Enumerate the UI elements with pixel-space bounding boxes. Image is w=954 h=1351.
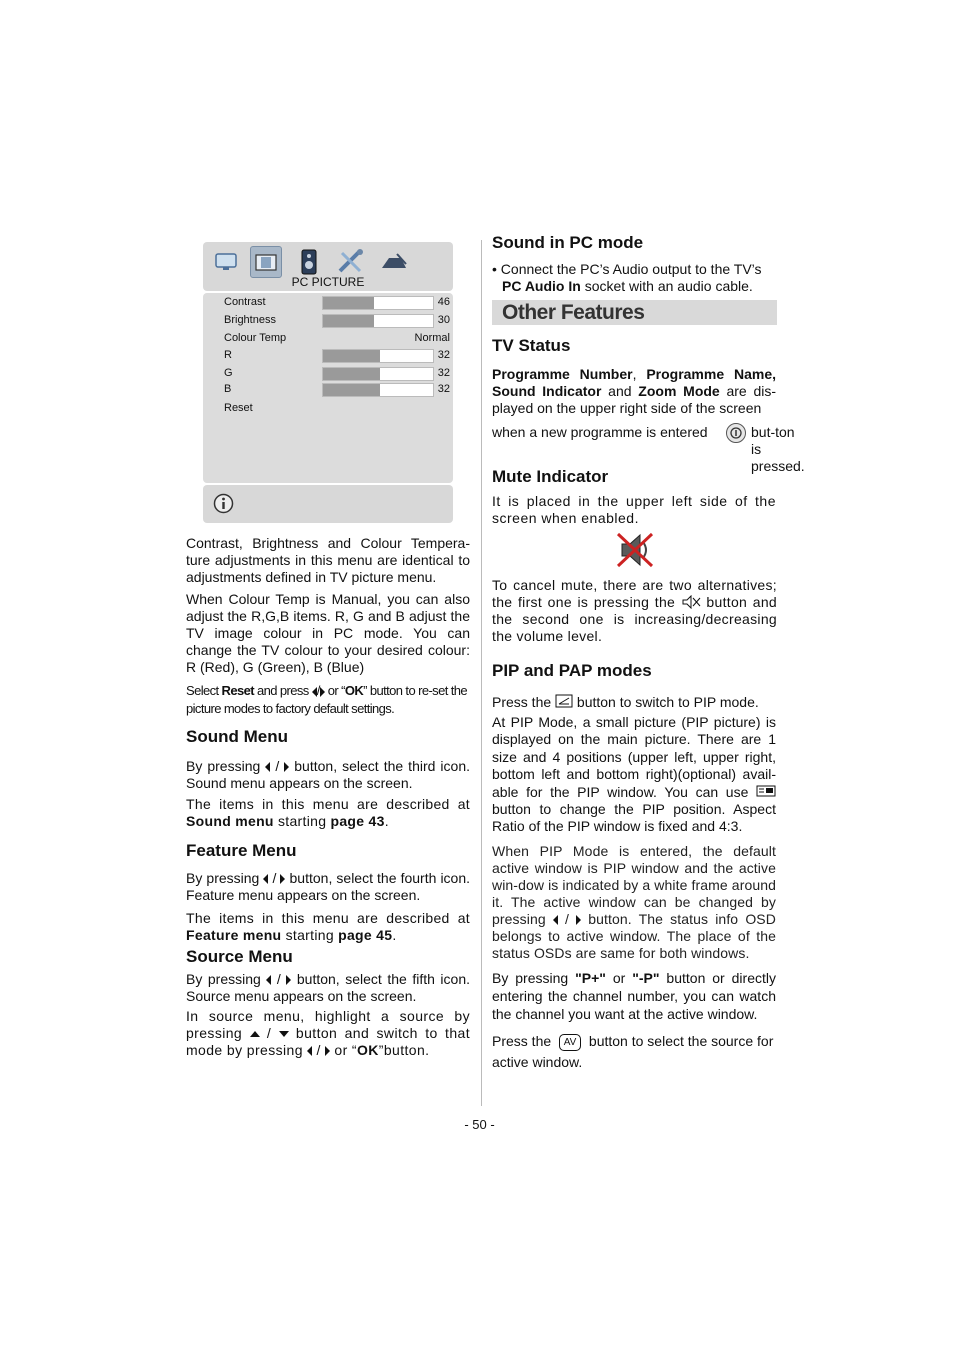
- text: /: [316, 683, 320, 698]
- picture-icon-selected[interactable]: [250, 246, 282, 278]
- text: /: [276, 971, 281, 987]
- menu-row-value: 46: [437, 296, 450, 308]
- contrast-slider[interactable]: [322, 296, 434, 310]
- text: or “: [324, 683, 345, 698]
- paragraph-pip-active-window: [492, 843, 776, 962]
- text: but-ton is pressed.: [751, 424, 805, 474]
- text: are dis-played on the upper right side of the screen: [492, 383, 777, 416]
- left-arrow-icon: [265, 762, 270, 772]
- text: Press the: [492, 1033, 552, 1049]
- menu-icon-bar: [203, 242, 453, 291]
- heading-feature-menu: Feature Menu: [186, 841, 297, 860]
- heading-tv-status: TV Status: [492, 336, 571, 355]
- text: Select: [186, 683, 222, 698]
- other-features-banner: [492, 300, 777, 325]
- menu-title: PC PICTURE: [291, 275, 365, 289]
- paragraph-tv-status: [492, 366, 776, 417]
- text: button to change the PIP position. Aspect Ratio of the PIP window is fixed and 4:3.: [492, 801, 776, 835]
- paragraph-cancel-mute: [492, 577, 777, 645]
- paragraph-source-menu-1: [186, 971, 470, 1005]
- text: To cancel mute, there are two alternatives; the first one is pressing the: [492, 577, 777, 610]
- text: PC Audio In: [502, 278, 581, 294]
- menu-row-value: 32: [437, 367, 450, 379]
- text: The items in this menu are described at: [186, 910, 470, 926]
- paragraph-pip-mode: [492, 714, 776, 836]
- menu-row-label: R: [224, 349, 232, 361]
- slider-fill: [323, 368, 380, 380]
- text: /: [316, 1042, 321, 1058]
- menu-info-bar: [203, 485, 453, 523]
- slider-fill: [323, 315, 374, 327]
- text: By pressing: [186, 758, 266, 774]
- text: By pressing: [186, 971, 267, 987]
- mute-icon: [614, 530, 656, 570]
- text: or: [605, 970, 633, 986]
- text: socket with an audio cable.: [580, 278, 753, 294]
- text: page 43: [330, 813, 385, 829]
- heading-mute-indicator: Mute Indicator: [492, 467, 609, 486]
- menu-row-contrast[interactable]: [224, 295, 454, 311]
- left-arrow-icon: [553, 915, 558, 925]
- text: button to select the source for active window.: [492, 1033, 774, 1070]
- menu-row-brightness[interactable]: [224, 313, 454, 329]
- menu-row-label: Contrast: [224, 296, 266, 308]
- down-arrow-icon: [279, 1031, 289, 1037]
- menu-row-reset[interactable]: [224, 401, 454, 417]
- heading-sound-in-pc-mode: Sound in PC mode: [492, 233, 644, 252]
- text: button, select the fifth icon. Source menu appears on the screen.: [186, 971, 471, 1004]
- menu-row-label: Reset: [224, 402, 253, 414]
- sound-icon[interactable]: [298, 248, 320, 276]
- text: /: [266, 1025, 272, 1041]
- text: ” button to re-set the picture modes to factory default settings.: [186, 683, 468, 716]
- text: • Connect the PC’s Audio output to the TV’s: [492, 261, 762, 277]
- picture-icon: [251, 247, 281, 277]
- menu-row-colour-temp[interactable]: [224, 331, 454, 347]
- heading-pip-pap: PIP and PAP modes: [492, 661, 652, 680]
- mute-button-icon: [681, 595, 701, 609]
- menu-row-label: G: [224, 367, 233, 379]
- text: /: [275, 758, 280, 774]
- text: Programme Number: [492, 366, 633, 382]
- text: when a new programme is entered: [492, 424, 708, 440]
- text: button to switch to PIP mode.: [576, 694, 759, 710]
- text: "P+": [575, 970, 606, 986]
- feature-icon[interactable]: [336, 247, 366, 275]
- page-number: - 50 -: [464, 1117, 495, 1132]
- info-button-icon: [725, 422, 747, 444]
- paragraph-sound-menu-1: [186, 758, 470, 792]
- text: button and switch to that mode by pressing: [186, 1025, 470, 1058]
- pip-position-button-icon: [756, 785, 776, 797]
- text: page 45: [338, 927, 393, 943]
- g-slider[interactable]: [322, 367, 434, 381]
- text: By pressing: [492, 970, 576, 986]
- text: In source menu, highlight a source by pressing: [186, 1008, 470, 1041]
- menu-row-value: 32: [437, 349, 450, 361]
- text: When PIP Mode is entered, the default active window is PIP window and the active win-dow is indicated by a white frame around it. The active window can be changed by pressing: [492, 843, 776, 927]
- text: or “: [330, 1042, 357, 1058]
- paragraph-feature-menu-2: [186, 910, 470, 944]
- paragraph-programme-entered: [492, 424, 805, 474]
- paragraph-av-source: [492, 1031, 777, 1073]
- text: Zoom Mode: [638, 383, 720, 399]
- menu-row-value: Normal: [414, 332, 450, 344]
- text: and: [601, 383, 639, 399]
- text: button, select the third icon. Sound menu appears on the screen.: [186, 758, 471, 791]
- text: .: [384, 813, 389, 829]
- paragraph-mute-placed: It is placed in the upper left side of the screen when enabled.: [492, 493, 776, 526]
- text: Press the: [492, 694, 552, 710]
- text: /: [564, 911, 569, 927]
- text: .: [392, 927, 397, 943]
- paragraph-feature-menu-1: [186, 870, 470, 904]
- text: Sound menu: [186, 813, 274, 829]
- text: The items in this menu are described at: [186, 796, 470, 812]
- slider-fill: [323, 297, 374, 309]
- text: starting: [281, 927, 339, 943]
- right-arrow-icon: [576, 915, 581, 925]
- text: starting: [273, 813, 331, 829]
- text: By pressing: [186, 870, 264, 886]
- text: button. The status info OSD belongs to active window. The place of the status OSDs are same for both windows.: [492, 911, 776, 961]
- menu-row-g[interactable]: [224, 366, 454, 382]
- section-title: Other Features: [502, 301, 645, 324]
- paragraph-source-menu-2: [186, 1008, 470, 1059]
- up-arrow-icon: [250, 1031, 260, 1037]
- slider-fill: [323, 384, 380, 396]
- text: Feature menu: [186, 927, 282, 943]
- heading-sound-menu: Sound Menu: [186, 727, 288, 746]
- menu-row-value: 30: [437, 314, 450, 326]
- menu-row-value: 32: [437, 383, 450, 395]
- text: button and the second one is increasing/decreasing the volume level.: [492, 594, 777, 644]
- b-slider[interactable]: [322, 383, 434, 397]
- pc-picture-icon[interactable]: [214, 250, 240, 272]
- text: "-P": [632, 970, 660, 986]
- text: At PIP Mode, a small picture (PIP picture) is displayed on the main picture. There are 1 size and 4 positions (upper left, upper right, bottom left and bottom right)(optional) avail-able for the PIP window. You can use: [492, 714, 776, 800]
- ok-label: OK: [344, 683, 364, 698]
- source-icon[interactable]: [379, 250, 409, 272]
- r-slider[interactable]: [322, 349, 434, 363]
- left-arrow-icon: [263, 874, 268, 884]
- paragraph-pip-press: [492, 694, 777, 711]
- text: button or directly entering the channel number, you can watch the channel you want at the active window.: [492, 970, 776, 1022]
- text: OK: [356, 1042, 379, 1058]
- text: ,: [632, 366, 647, 382]
- paragraph-colour-temp: When Colour Temp is Manual, you can also adjust the R,G,B items. R, G and B adjust the TV image colour in PC mode. You can change the TV colour to your desired colour: R (Red), G (Green), B (Blue): [186, 591, 470, 675]
- pip-button-icon: [555, 694, 573, 708]
- paragraph-pip-channel: [492, 969, 776, 1023]
- text: and press: [253, 683, 312, 698]
- paragraph-identical-adjustments: Contrast, Brightness and Colour Tempera-ture adjustments in this menu are identical to adjustments defined in TV picture menu.: [186, 535, 470, 585]
- left-arrow-icon: [307, 1046, 312, 1056]
- heading-source-menu: Source Menu: [186, 947, 293, 966]
- av-button-icon: AV: [559, 1034, 581, 1051]
- text: /: [272, 870, 277, 886]
- column-divider: [481, 240, 482, 1106]
- menu-row-b[interactable]: [224, 382, 454, 398]
- text: Programme Name, Sound Indicator: [492, 366, 776, 399]
- menu-row-r[interactable]: [224, 348, 454, 364]
- paragraph-sound-menu-2: [186, 796, 470, 830]
- slider-fill: [323, 350, 380, 362]
- reset-label: Reset: [221, 683, 254, 698]
- info-icon: [213, 493, 234, 514]
- brightness-slider[interactable]: [322, 314, 434, 328]
- text: button, select the fourth icon. Feature menu appears on the screen.: [186, 870, 471, 903]
- paragraph-reset: [186, 682, 470, 718]
- paragraph-pc-audio: [492, 261, 777, 295]
- left-arrow-icon: [266, 975, 271, 985]
- menu-row-label: B: [224, 383, 232, 395]
- menu-row-label: Brightness: [224, 314, 276, 326]
- text: ”button.: [378, 1042, 430, 1058]
- menu-row-label: Colour Temp: [224, 332, 287, 344]
